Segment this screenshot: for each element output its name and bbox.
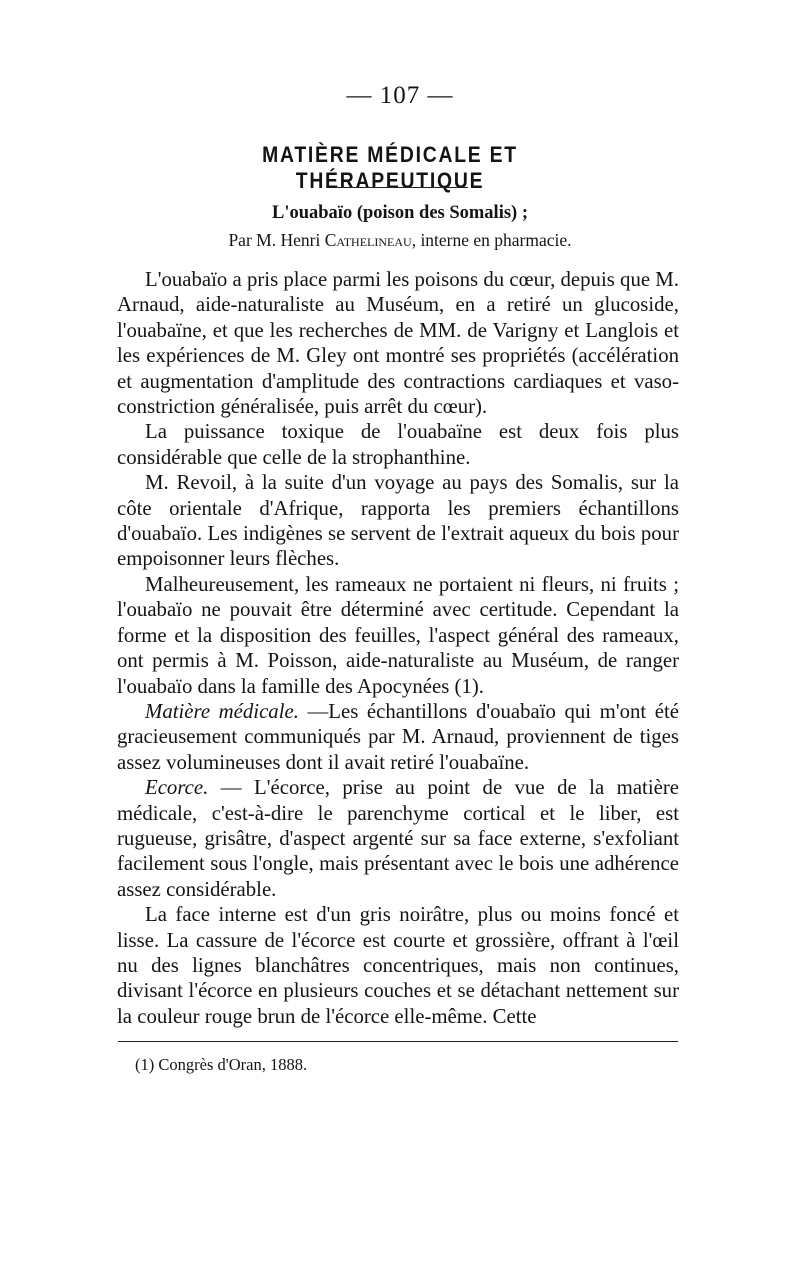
paragraph-6-text: — L'écorce, prise au point de vue de la matière médicale, c'est-à-dire le parenchyme cortical et le liber, est rugueuse, grisâtre, d'aspect argenté sur sa face externe, s'exfoliant facilement sous l'ongle, mais présentant avec le bois une adhérence assez considérable. — [117, 776, 679, 901]
title-rule — [332, 187, 468, 188]
footnote: (1) Congrès d'Oran, 1888. — [135, 1055, 308, 1074]
paragraph-7: La face interne est d'un gris noirâtre, plus ou moins foncé et lisse. La cassure de l'écorce est courte et grossière, offrant à l'œil nu des lignes blanchâtres concentriques, mais non continues, divisant l'écorce en plusieurs couches et se détachant nettement sur la couleur rouge brun de l'écorce elle-même. Cette — [117, 903, 679, 1028]
paragraph-6-heading: Ecorce. — [145, 776, 209, 800]
paragraph-5-text: —Les échantillons d'ouabaïo qui m'ont été gracieusement communiqués par M. Arnaud, proviennent de tiges assez volumineuses dont il avait retiré l'ouabaïne. — [117, 699, 679, 774]
page-number: — 107 — — [346, 82, 454, 109]
paragraph-6 — [117, 775, 679, 902]
paragraph-1: L'ouabaïo a pris place parmi les poisons du cœur, depuis que M. Arnaud, aide-naturaliste au Muséum, en a retiré un glucoside, l'ouabaïne, et que les recherches de MM. de Varigny et Langlois et les expériences de M. Gley ont montré ses propriétés (accélération et augmentation d'amplitude des contractions cardiaques et vaso-constriction généralisée, puis arrêt du cœur). — [117, 268, 679, 419]
paragraph-3: M. Revoil, à la suite d'un voyage au pays des Somalis, sur la côte orientale d'Afrique, rapporta les premiers échantillons d'ouabaïo. Les indigènes se servent de l'extrait aqueux du bois pour empoisonner leurs flèches. — [117, 471, 679, 571]
paragraph-2: La puissance toxique de l'ouabaïne est deux fois plus considérable que celle de la strophanthine. — [117, 420, 679, 469]
section-title: MATIÈRE MÉDICALE ET THÉRAPEUTIQUE — [262, 142, 518, 193]
paragraph-4: Malheureusement, les rameaux ne portaient ni fleurs, ni fruits ; l'ouabaïo ne pouvait être déterminé avec certitude. Cependant la forme et la disposition des feuilles, l'aspect général des rameaux, ont permis à M. Poisson, aide-naturaliste au Muséum, de ranger l'ouabaïo dans la famille des Apocynées (1). — [117, 572, 679, 698]
paragraph-5 — [117, 699, 679, 775]
byline — [0, 230, 800, 251]
byline-suffix: , interne en pharmacie. — [411, 230, 572, 250]
footnote-rule — [118, 1041, 678, 1042]
byline-author: Cathelineau — [324, 230, 412, 250]
article-title: L'ouabaïo (poison des Somalis) ; — [272, 203, 528, 223]
byline-prefix: Par M. Henri — [228, 230, 325, 250]
paragraph-5-heading: Matière médicale. — [145, 699, 299, 723]
article-body — [117, 267, 679, 1029]
